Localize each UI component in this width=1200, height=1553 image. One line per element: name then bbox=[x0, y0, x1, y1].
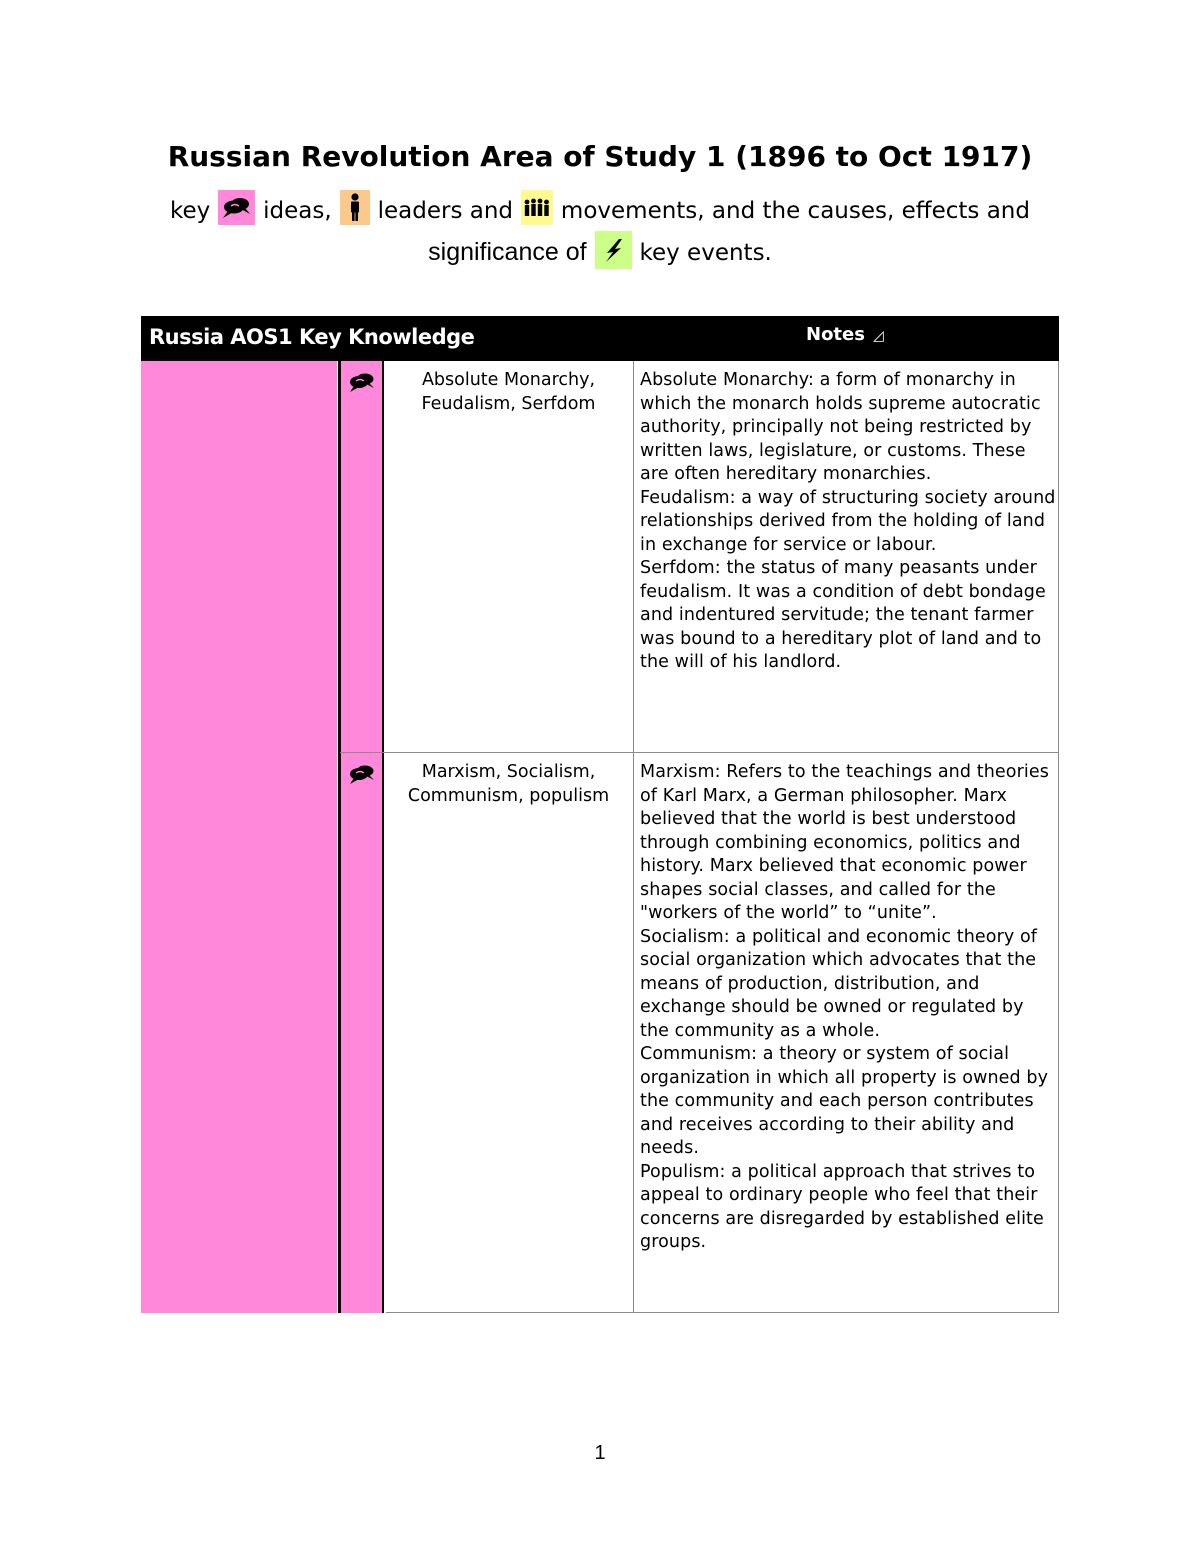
corner-triangle-icon: ◿ bbox=[872, 328, 884, 344]
table-header bbox=[141, 316, 1059, 361]
header-notes bbox=[806, 324, 884, 345]
header-notes-label: Notes bbox=[806, 324, 865, 345]
speech-bubbles-icon bbox=[347, 369, 377, 399]
section-color-band bbox=[141, 361, 337, 1313]
row-term: Absolute Monarchy, Feudalism, Serfdom bbox=[421, 370, 596, 414]
row-divider bbox=[340, 752, 386, 753]
movements-legend-chip bbox=[521, 190, 553, 225]
row-notes: Absolute Monarchy: a form of monarchy in which the monarch holds supreme autocratic authority, principally not being restricted by written laws, legislature, or customs. These are often hereditary monarchies. Feudalism: a way of structuring society around relationships derived from the holding of land in exchange for service or labour. Serfdom: the status of many peasants under feudalism. It was a condition of debt bondage and indentured servitude; the tenant farmer was bound to a hereditary plot of land and to the will of his landlord. bbox=[633, 361, 1059, 752]
person-icon bbox=[340, 190, 370, 225]
icon-column bbox=[338, 361, 384, 1313]
group-icon bbox=[521, 190, 553, 225]
subtitle-text: significance of bbox=[428, 238, 587, 266]
subtitle-word: key bbox=[170, 198, 211, 224]
key-knowledge-table bbox=[141, 316, 1059, 1313]
page-title: Russian Revolution Area of Study 1 (1896 to Oct 1917) bbox=[167, 140, 1033, 173]
speech-bubbles-icon bbox=[218, 190, 255, 225]
subtitle-word: key events. bbox=[639, 240, 772, 266]
table-row bbox=[386, 753, 1059, 1313]
table-row bbox=[386, 361, 1059, 753]
events-legend-chip bbox=[595, 231, 632, 269]
row-notes: Marxism: Refers to the teachings and theories of Karl Marx, a German philosopher. Marx believed that the world is best understood through combining economics, politics and history. Marx believed that economic power shapes social classes, and called for the "workers of the world” to “unite”. Socialism: a political and economic theory of social organization which advocates that the means of production, distribution, and exchange should be owned or regulated by the community as a whole. Communism: a theory or system of social organization in which all property is owned by the community and each person contributes and receives according to their ability and needs. Populism: a political approach that strives to appeal to ordinary people who feel that their concerns are disregarded by established elite groups. bbox=[633, 753, 1059, 1312]
page-number: 1 bbox=[594, 1442, 606, 1464]
subtitle-text: movements, and the causes, effects and bbox=[560, 198, 1030, 224]
subtitle-word: leaders and bbox=[377, 198, 514, 224]
subtitle-legend bbox=[150, 190, 1050, 273]
leaders-legend-chip bbox=[340, 190, 370, 225]
ideas-legend-chip bbox=[218, 190, 255, 225]
subtitle-word: ideas, bbox=[263, 198, 332, 224]
row-term: Marxism, Socialism, Communism, populism bbox=[407, 762, 610, 806]
header-key-knowledge: Russia AOS1 Key Knowledge bbox=[149, 325, 475, 349]
lightning-icon bbox=[595, 231, 632, 269]
speech-bubbles-icon bbox=[347, 761, 377, 791]
